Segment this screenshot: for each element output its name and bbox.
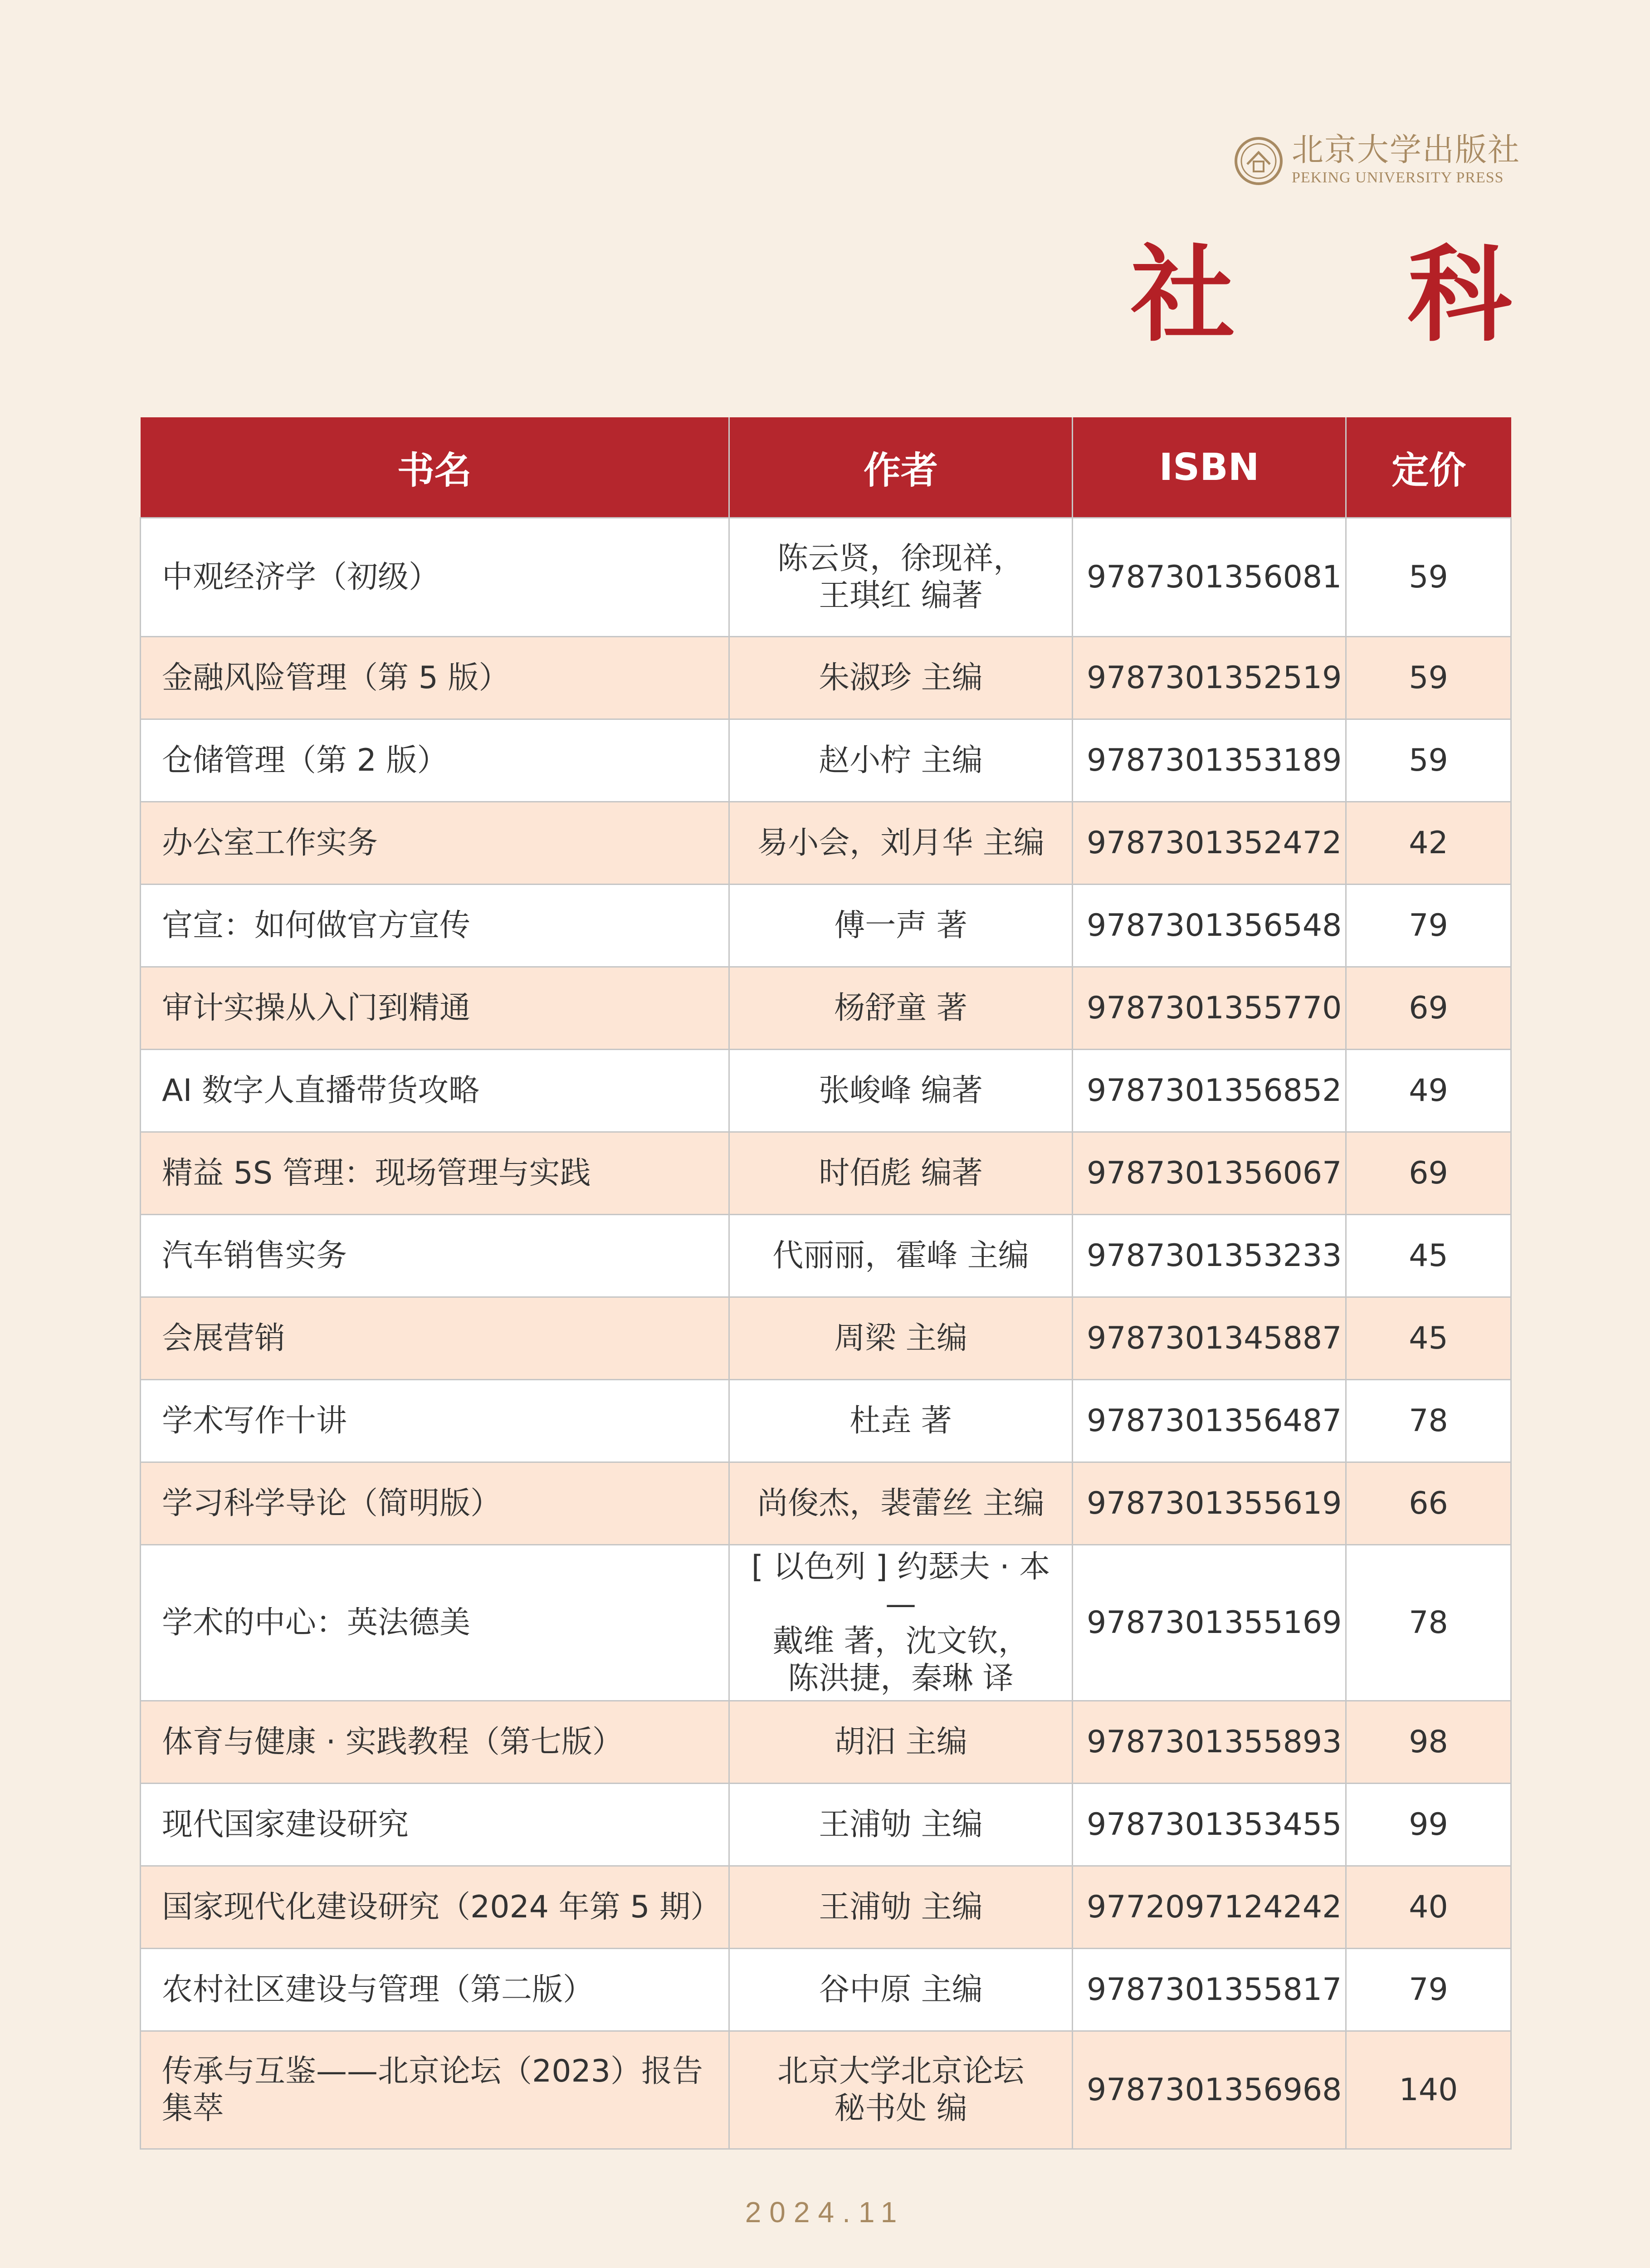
publisher-name-cn: 北京大学出版社 [1292, 131, 1520, 168]
book-author-cell: 周梁 主编 [729, 1297, 1073, 1380]
table-row [141, 1866, 1511, 1949]
book-isbn-cell: 9787301353189 [1073, 719, 1346, 802]
header-isbn: ISBN [1073, 417, 1346, 518]
table-row [141, 518, 1511, 637]
book-title-cell: 学术的中心：英法德美 [141, 1545, 729, 1701]
table-row [141, 802, 1511, 885]
table-row [141, 1701, 1511, 1784]
header-author: 作者 [729, 417, 1073, 518]
book-isbn-cell: 9787301355169 [1073, 1545, 1346, 1701]
book-isbn-cell: 9787301356852 [1073, 1050, 1346, 1132]
publisher-logo [1234, 131, 1520, 191]
book-author-cell: 尚俊杰，裴蕾丝 主编 [729, 1462, 1073, 1545]
book-author-cell: 杨舒童 著 [729, 967, 1073, 1050]
book-isbn-cell: 9787301353233 [1073, 1215, 1346, 1297]
book-title-cell: 官宣：如何做官方宣传 [141, 885, 729, 967]
table-row [141, 1784, 1511, 1866]
table-row [141, 1132, 1511, 1215]
book-author-cell: 王浦劬 主编 [729, 1784, 1073, 1866]
book-title-cell: 金融风险管理（第 5 版） [141, 637, 729, 719]
book-author-cell: 时佰彪 编著 [729, 1132, 1073, 1215]
book-price-cell: 42 [1346, 802, 1511, 885]
book-isbn-cell: 9787301356081 [1073, 518, 1346, 637]
book-price-cell: 59 [1346, 518, 1511, 637]
book-title-cell: 仓储管理（第 2 版） [141, 719, 729, 802]
book-author-cell: 北京大学北京论坛 秘书处 编 [729, 2031, 1073, 2149]
book-price-cell: 59 [1346, 637, 1511, 719]
book-author-cell: [ 以色列 ] 约瑟夫 · 本— 戴维 著，沈文钦， 陈洪捷，秦琳 译 [729, 1545, 1073, 1701]
book-isbn-cell: 9787301353455 [1073, 1784, 1346, 1866]
book-author-cell: 杜垚 著 [729, 1380, 1073, 1462]
book-title-cell: 会展营销 [141, 1297, 729, 1380]
book-table [140, 417, 1512, 2150]
book-price-cell: 45 [1346, 1215, 1511, 1297]
book-isbn-cell: 9772097124242 [1073, 1866, 1346, 1949]
book-title-cell: 办公室工作实务 [141, 802, 729, 885]
book-title-cell: 精益 5S 管理：现场管理与实践 [141, 1132, 729, 1215]
header-title: 书名 [141, 417, 729, 518]
book-price-cell: 40 [1346, 1866, 1511, 1949]
book-isbn-cell: 9787301352472 [1073, 802, 1346, 885]
book-price-cell: 49 [1346, 1050, 1511, 1132]
table-row [141, 2031, 1511, 2149]
book-title-cell: AI 数字人直播带货攻略 [141, 1050, 729, 1132]
book-author-cell: 代丽丽，霍峰 主编 [729, 1215, 1073, 1297]
book-price-cell: 69 [1346, 1132, 1511, 1215]
book-title-cell: 传承与互鉴——北京论坛（2023）报告 集萃 [141, 2031, 729, 2149]
table-row [141, 1297, 1511, 1380]
book-price-cell: 98 [1346, 1701, 1511, 1784]
table-row [141, 1215, 1511, 1297]
book-isbn-cell: 9787301355817 [1073, 1949, 1346, 2031]
book-author-cell: 谷中原 主编 [729, 1949, 1073, 2031]
book-title-cell: 农村社区建设与管理（第二版） [141, 1949, 729, 2031]
book-title-cell: 国家现代化建设研究（2024 年第 5 期） [141, 1866, 729, 1949]
book-author-cell: 赵小柠 主编 [729, 719, 1073, 802]
table-row [141, 1949, 1511, 2031]
book-price-cell: 69 [1346, 967, 1511, 1050]
book-price-cell: 59 [1346, 719, 1511, 802]
book-isbn-cell: 9787301356548 [1073, 885, 1346, 967]
book-isbn-cell: 9787301356067 [1073, 1132, 1346, 1215]
book-author-cell: 胡汨 主编 [729, 1701, 1073, 1784]
table-row [141, 1050, 1511, 1132]
book-isbn-cell: 9787301345887 [1073, 1297, 1346, 1380]
book-price-cell: 78 [1346, 1380, 1511, 1462]
book-price-cell: 45 [1346, 1297, 1511, 1380]
book-price-cell: 99 [1346, 1784, 1511, 1866]
publisher-name-en: PEKING UNIVERSITY PRESS [1292, 169, 1504, 186]
table-row [141, 1462, 1511, 1545]
table-row [141, 637, 1511, 719]
book-author-cell: 王浦劬 主编 [729, 1866, 1073, 1949]
table-row [141, 719, 1511, 802]
book-title-cell: 学习科学导论（简明版） [141, 1462, 729, 1545]
book-author-cell: 傅一声 著 [729, 885, 1073, 967]
book-title-cell: 现代国家建设研究 [141, 1784, 729, 1866]
book-title-cell: 体育与健康 · 实践教程（第七版） [141, 1701, 729, 1784]
book-title-cell: 审计实操从入门到精通 [141, 967, 729, 1050]
book-author-cell: 陈云贤，徐现祥， 王琪红 编著 [729, 518, 1073, 637]
book-author-cell: 易小会，刘月华 主编 [729, 802, 1073, 885]
book-title-cell: 学术写作十讲 [141, 1380, 729, 1462]
table-row [141, 967, 1511, 1050]
table-row [141, 1545, 1511, 1701]
book-title-cell: 汽车销售实务 [141, 1215, 729, 1297]
book-title-cell: 中观经济学（初级） [141, 518, 729, 637]
page-title: 社 科 [1130, 234, 1580, 356]
book-price-cell: 140 [1346, 2031, 1511, 2149]
book-isbn-cell: 9787301355770 [1073, 967, 1346, 1050]
book-price-cell: 79 [1346, 1949, 1511, 2031]
book-isbn-cell: 9787301356968 [1073, 2031, 1346, 2149]
table-row [141, 885, 1511, 967]
pku-emblem-icon [1234, 136, 1284, 186]
table-row [141, 1380, 1511, 1462]
book-price-cell: 78 [1346, 1545, 1511, 1701]
book-isbn-cell: 9787301355893 [1073, 1701, 1346, 1784]
header-price: 定价 [1346, 417, 1511, 518]
footer-date: 2024.11 [745, 2196, 905, 2229]
book-isbn-cell: 9787301352519 [1073, 637, 1346, 719]
table-header-row [141, 417, 1511, 518]
book-isbn-cell: 9787301356487 [1073, 1380, 1346, 1462]
book-author-cell: 张峻峰 编著 [729, 1050, 1073, 1132]
book-price-cell: 66 [1346, 1462, 1511, 1545]
book-author-cell: 朱淑珍 主编 [729, 637, 1073, 719]
book-isbn-cell: 9787301355619 [1073, 1462, 1346, 1545]
book-price-cell: 79 [1346, 885, 1511, 967]
